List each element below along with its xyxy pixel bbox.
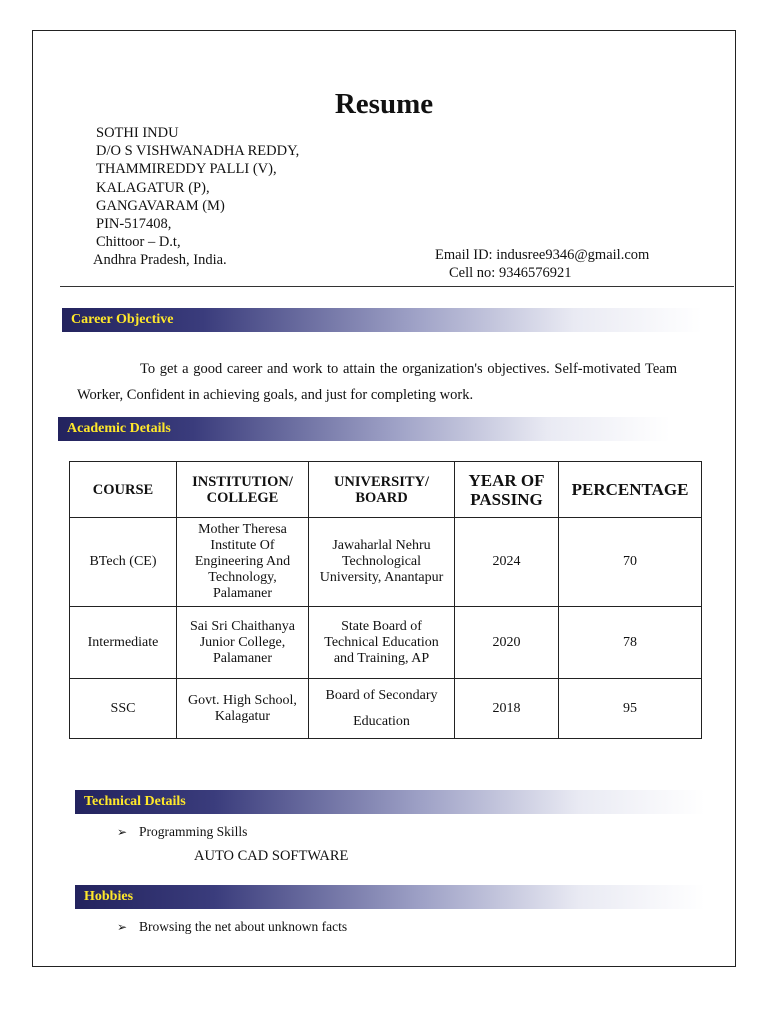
career-objective-header [62,308,702,332]
table-cell: Sai Sri Chaithanya Junior College, Palamaner [177,607,309,679]
hobbies-header [75,885,705,909]
column-header: YEAR OF PASSING [455,462,559,518]
table-cell: State Board of Technical Education and Training, AP [309,607,455,679]
table-cell: Jawaharlal Nehru Technological University, Anantapur [309,518,455,607]
academic-details-header [58,417,670,441]
technical-details-header [75,790,705,814]
table-cell [309,679,455,739]
address-line: GANGAVARAM (M) [96,197,225,214]
address-line: THAMMIREDDY PALLI (V), [96,161,277,178]
table-cell: 2020 [455,607,559,679]
table-cell: BTech (CE) [70,518,177,607]
technical-detail: AUTO CAD SOFTWARE [194,848,349,864]
table-cell: 2024 [455,518,559,607]
table-header-row [70,462,702,518]
address-line: PIN-517408, [96,216,172,233]
section-title: Hobbies [84,889,134,904]
table-cell: Govt. High School, Kalagatur [177,679,309,739]
contact-block [435,246,649,282]
table-cell: Mother Theresa Institute Of Engineering And Technology, Palamaner [177,518,309,607]
table-cell: 70 [559,518,702,607]
board-text: Board of Secondary Education [325,687,438,729]
column-header: INSTITUTION/ COLLEGE [177,462,309,518]
column-header: COURSE [70,462,177,518]
cell-number: Cell no: 9346576921 [449,265,572,282]
technical-item [117,824,247,840]
section-title: Career Objective [71,312,174,327]
arrow-bullet-icon: ➢ [117,920,128,934]
address-line: D/O S VISHWANADHA REDDY, [96,143,300,160]
column-header: UNIVERSITY/ BOARD [309,462,455,518]
academic-table [69,461,702,739]
column-header: PERCENTAGE [559,462,702,518]
table-row [70,518,702,607]
address-line: KALAGATUR (P), [96,179,210,196]
section-title: Technical Details [84,794,186,809]
section-title: Academic Details [67,421,171,436]
table-cell: 2018 [455,679,559,739]
address-line: Andhra Pradesh, India. [93,252,227,269]
item-text: Programming Skills [139,824,248,839]
table-row [70,607,702,679]
email: Email ID: indusree9346@gmail.com [435,247,650,263]
table-cell: Intermediate [70,607,177,679]
table-cell: 95 [559,679,702,739]
objective-paragraph: To get a good career and work to attain the organization's objectives. Self-motivated Team Worker, Confident in achieving goals, and just for completing work. [77,361,677,403]
table-row [70,679,702,739]
header-divider [60,286,734,287]
arrow-bullet-icon: ➢ [117,825,128,839]
address-line: Chittoor – D.t, [96,234,181,251]
address-block [93,124,300,270]
table-cell: SSC [70,679,177,739]
address-line: SOTHI INDU [96,125,179,141]
table-cell: 78 [559,607,702,679]
resume-title: Resume [334,88,434,120]
career-objective-text [77,356,677,408]
item-text: Browsing the net about unknown facts [139,919,348,934]
hobby-item [117,919,347,935]
